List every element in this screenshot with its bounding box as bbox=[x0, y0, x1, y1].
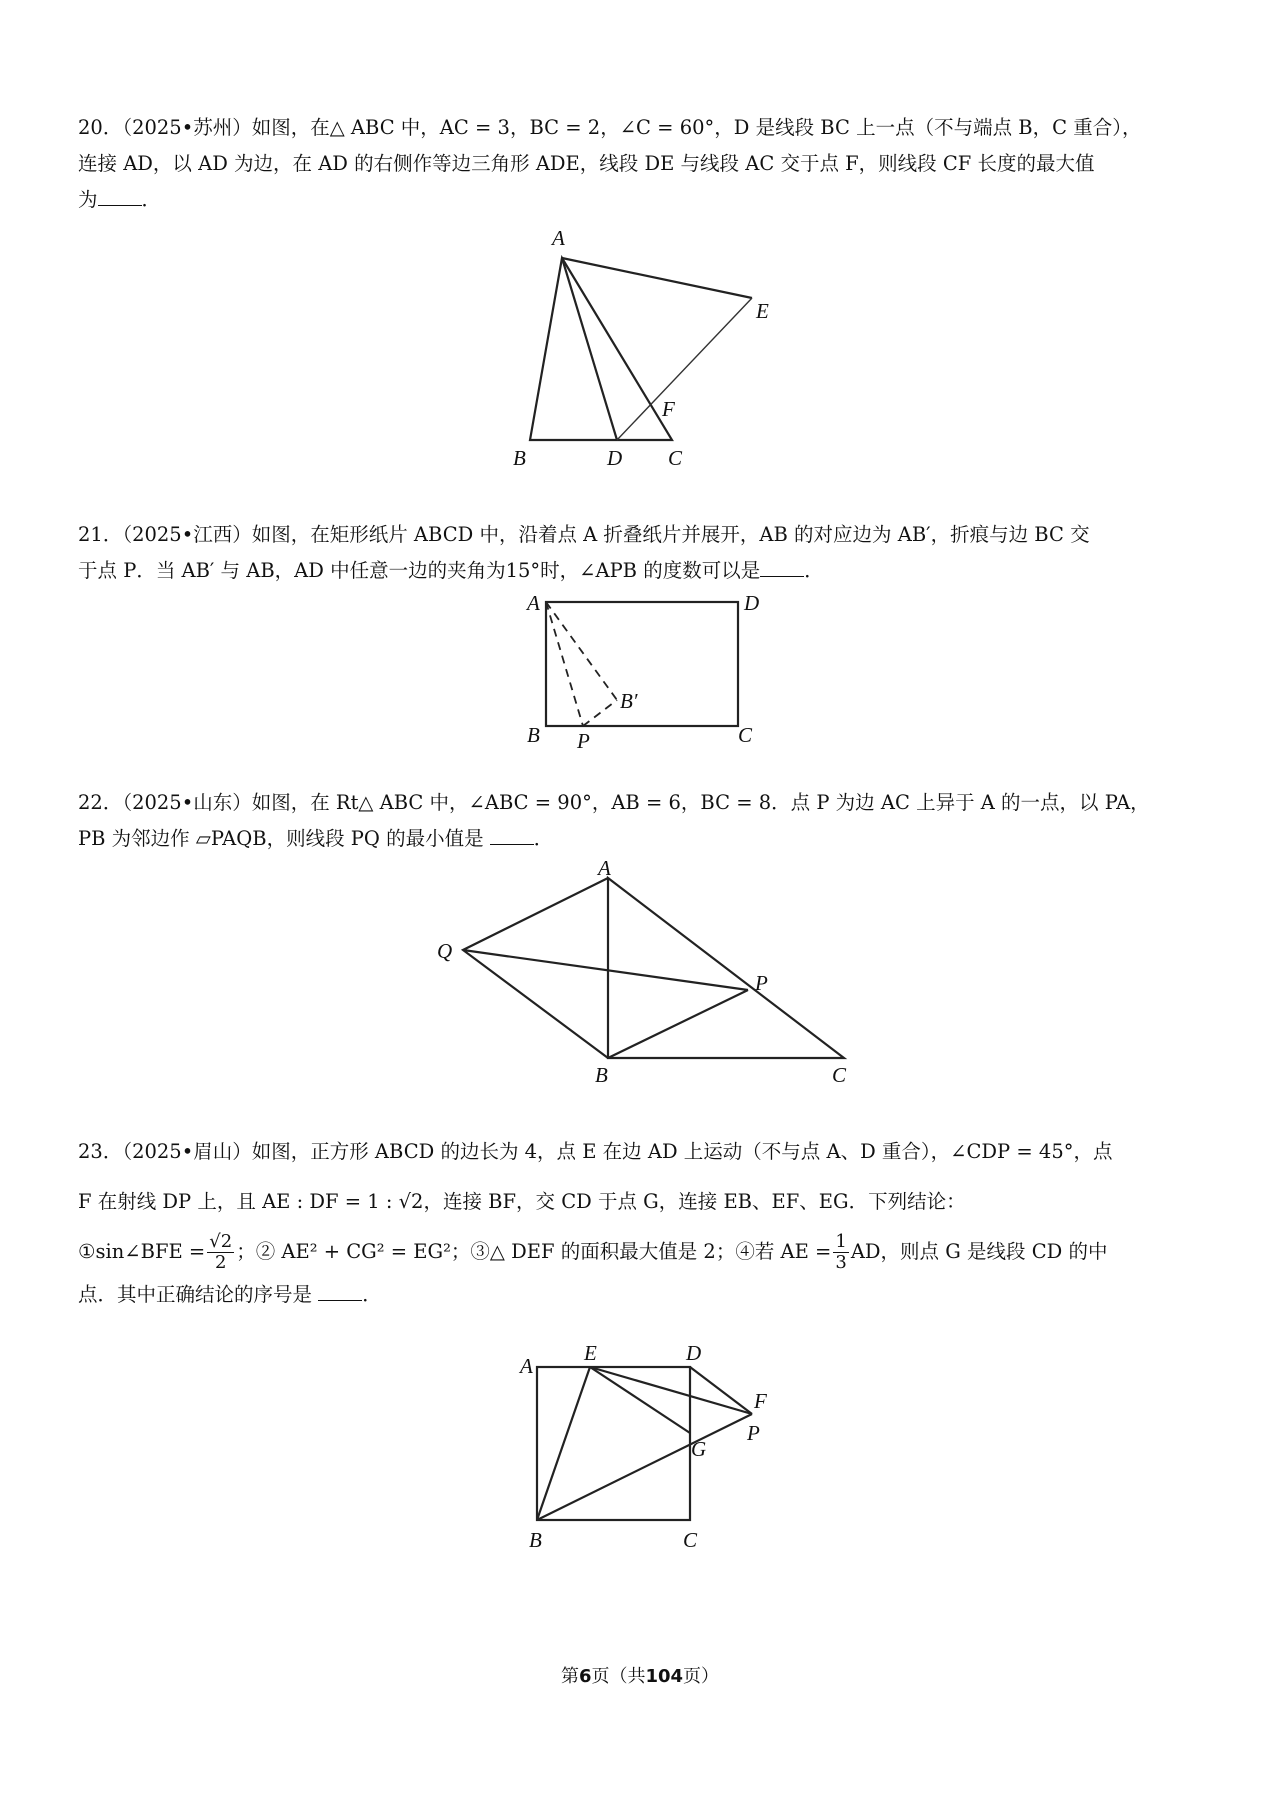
figure-21 bbox=[525, 585, 765, 753]
label-c: C bbox=[738, 723, 753, 747]
label-a: A bbox=[598, 856, 611, 880]
segment-ae bbox=[562, 258, 752, 298]
label-g: G bbox=[691, 1437, 707, 1461]
label-b: B bbox=[529, 1528, 542, 1552]
problem-20-line-1: 20．（2025•苏州）如图，在△ ABC 中，AC = 3，BC = 2，∠C = 60°，D 是线段 BC 上一点（不与端点 B，C 重合）， bbox=[78, 116, 1142, 139]
label-a: A bbox=[527, 591, 540, 615]
rectangle-abcd bbox=[546, 602, 738, 726]
answer-blank[interactable] bbox=[98, 185, 142, 206]
figure-20 bbox=[513, 226, 769, 470]
answer-blank[interactable] bbox=[318, 1280, 362, 1301]
segment-ef bbox=[590, 1367, 752, 1414]
problem-20 bbox=[78, 110, 1208, 218]
label-p: P bbox=[577, 729, 590, 753]
segment-pb-prime bbox=[583, 700, 617, 726]
label-f: F bbox=[754, 1389, 767, 1413]
label-q: Q bbox=[437, 939, 453, 963]
label-p: P bbox=[747, 1421, 760, 1445]
label-b: B bbox=[595, 1063, 608, 1087]
figure-22 bbox=[435, 858, 855, 1088]
answer-blank[interactable] bbox=[760, 556, 804, 577]
problem-20-line-3: 为 ． bbox=[78, 182, 1208, 218]
page-total: 104 bbox=[645, 1666, 684, 1687]
segment-de bbox=[617, 298, 752, 440]
label-d: D bbox=[686, 1341, 702, 1365]
page-number: 6 bbox=[578, 1666, 592, 1687]
problem-20-line-2: 连接 AD，以 AD 为边，在 AD 的右侧作等边三角形 ADE，线段 DE 与线段 AC 交于点 F，则线段 CF 长度的最大值 bbox=[78, 152, 1095, 175]
problem-23 bbox=[78, 1127, 1208, 1313]
label-e: E bbox=[756, 299, 769, 323]
label-c: C bbox=[668, 446, 683, 470]
label-a: A bbox=[520, 1354, 533, 1378]
problem-22-line-1: 22．（2025•山东）如图，在 Rt△ ABC 中，∠ABC = 90°，AB = 6，BC = 8．点 P 为边 AC 上异于 A 的一点，以 PA， bbox=[78, 791, 1150, 814]
fold-crease-ap bbox=[546, 602, 583, 726]
segment-ab-prime bbox=[546, 602, 617, 700]
page-footer: 第6页（共104页） bbox=[560, 1666, 720, 1687]
label-d: D bbox=[607, 446, 623, 470]
answer-blank[interactable] bbox=[490, 824, 534, 845]
problem-21-line-1: 21．（2025•江西）如图，在矩形纸片 ABCD 中，沿着点 A 折叠纸片并展开，AB 的对应边为 AB′，折痕与边 BC 交 bbox=[78, 523, 1090, 546]
fraction-root2-over-2: $\frac{√2}{2}$ bbox=[209, 1231, 233, 1273]
problem-23-line-3: ①sin∠BFE = $\frac{√2}{2}$ ；② AE² + CG² = EG²；③△ DEF 的面积最大值是 2；④若 AE = $\frac{1}{3}$ AD，则点 G 是线段 CD 的中 bbox=[78, 1231, 1108, 1273]
figure-23 bbox=[520, 1341, 780, 1565]
segment-eg bbox=[590, 1367, 690, 1433]
label-b: B bbox=[513, 446, 526, 470]
label-c: C bbox=[683, 1528, 698, 1552]
fraction-one-third: $\frac{1}{3}$ bbox=[835, 1231, 847, 1273]
problem-22 bbox=[78, 785, 1208, 857]
label-f: F bbox=[662, 397, 675, 421]
problem-23-line-1: 23．（2025•眉山）如图，正方形 ABCD 的边长为 4，点 E 在边 AD 上运动（不与点 A、D 重合），∠CDP = 45°，点 bbox=[78, 1140, 1113, 1163]
label-c: C bbox=[832, 1063, 847, 1087]
triangle-abc bbox=[608, 878, 844, 1058]
ray-dp bbox=[690, 1367, 752, 1414]
problem-23-line-4: 点．其中正确结论的序号是 ． bbox=[78, 1277, 1208, 1313]
label-d: D bbox=[744, 591, 760, 615]
problem-22-line-2: PB 为邻边作 ▱PAQB，则线段 PQ 的最小值是 ． bbox=[78, 821, 1208, 857]
label-b: B bbox=[527, 723, 540, 747]
segment-bp bbox=[608, 990, 748, 1058]
problem-21 bbox=[78, 517, 1208, 589]
label-p: P bbox=[755, 971, 768, 995]
label-b-prime: B′ bbox=[620, 689, 638, 713]
segment-ad bbox=[562, 258, 617, 440]
label-a: A bbox=[552, 226, 565, 250]
problem-21-line-2: 于点 P．当 AB′ 与 AB，AD 中任意一边的夹角为15°时，∠APB 的度数可以是 ． bbox=[78, 553, 1208, 589]
label-e: E bbox=[584, 1341, 597, 1365]
segment-qp bbox=[463, 950, 748, 990]
problem-23-line-2: F 在射线 DP 上，且 AE : DF = 1 : √2，连接 BF，交 CD 于点 G，连接 EB、EF、EG．下列结论： bbox=[78, 1190, 966, 1213]
triangle-abc bbox=[530, 258, 672, 440]
